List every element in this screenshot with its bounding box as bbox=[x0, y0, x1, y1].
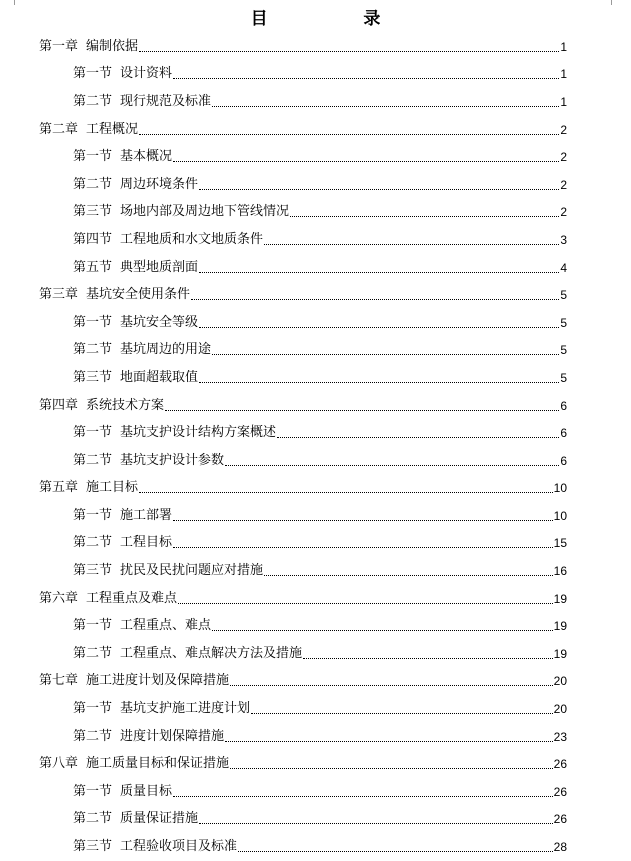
toc-chapter-entry[interactable] bbox=[0, 392, 631, 420]
toc-entry-row bbox=[73, 149, 567, 165]
toc-entry-row bbox=[73, 811, 567, 827]
toc-dot-leader bbox=[199, 272, 559, 273]
toc-entry-number: 第一节 bbox=[73, 618, 113, 634]
toc-dot-leader bbox=[290, 216, 559, 217]
toc-chapter-entry[interactable] bbox=[0, 475, 631, 503]
toc-section-entry[interactable] bbox=[0, 88, 631, 116]
toc-entry-row bbox=[73, 94, 567, 110]
toc-entry-title: 工程重点、难点解决方法及措施 bbox=[120, 645, 303, 661]
toc-entry-number: 第一节 bbox=[73, 314, 113, 330]
toc-entry-title: 典型地质剖面 bbox=[120, 259, 199, 275]
toc-entry-number: 第二节 bbox=[73, 645, 113, 661]
toc-entry-number: 第二章 bbox=[39, 121, 79, 137]
toc-entry-number: 第七章 bbox=[39, 673, 79, 689]
toc-entry-row bbox=[73, 204, 567, 220]
toc-page-number: 15 bbox=[553, 536, 567, 551]
toc-entry-title: 工程重点及难点 bbox=[86, 590, 178, 606]
toc-section-entry[interactable] bbox=[0, 447, 631, 475]
toc-page-number: 1 bbox=[560, 67, 567, 82]
toc-page-number: 19 bbox=[553, 646, 567, 661]
toc-section-entry[interactable] bbox=[0, 419, 631, 447]
toc-page-number: 1 bbox=[560, 39, 567, 54]
toc-chapter-entry[interactable] bbox=[0, 668, 631, 696]
toc-section-entry[interactable] bbox=[0, 143, 631, 171]
toc-entry-row bbox=[39, 122, 567, 138]
toc-entry-number: 第二节 bbox=[73, 535, 113, 551]
toc-dot-leader bbox=[139, 51, 559, 52]
toc-chapter-entry[interactable] bbox=[0, 585, 631, 613]
toc-entry-title: 设计资料 bbox=[120, 66, 173, 82]
toc-entry-row bbox=[73, 177, 567, 193]
toc-page-number: 20 bbox=[553, 702, 567, 717]
toc-entry-number: 第一章 bbox=[39, 38, 79, 54]
toc-entry-row bbox=[73, 315, 567, 331]
toc-entry-title: 基坑支护设计参数 bbox=[120, 452, 225, 468]
toc-page-number: 4 bbox=[560, 260, 567, 275]
toc-entry-title: 基坑安全等级 bbox=[120, 314, 199, 330]
toc-entry-row bbox=[73, 535, 567, 551]
toc-dot-leader bbox=[212, 630, 553, 631]
toc-page-number: 5 bbox=[560, 315, 567, 330]
toc-entry-title: 工程目标 bbox=[120, 535, 173, 551]
toc-entry-row bbox=[73, 232, 567, 248]
toc-entry-title: 施工目标 bbox=[86, 480, 139, 496]
toc-section-entry[interactable] bbox=[0, 364, 631, 392]
toc-page-number: 26 bbox=[553, 784, 567, 799]
toc-dot-leader bbox=[264, 575, 553, 576]
toc-entry-row bbox=[39, 591, 567, 607]
toc-entry-number: 第三节 bbox=[73, 369, 113, 385]
toc-section-entry[interactable] bbox=[0, 309, 631, 337]
toc-page-number: 28 bbox=[553, 840, 567, 855]
toc-page-number: 19 bbox=[553, 591, 567, 606]
toc-entry-row bbox=[39, 39, 567, 55]
toc-page-number: 10 bbox=[553, 481, 567, 496]
toc-entry-number: 第四章 bbox=[39, 397, 79, 413]
toc-dot-leader bbox=[303, 658, 553, 659]
toc-page-number: 1 bbox=[560, 94, 567, 109]
toc-entry-title: 扰民及民扰问题应对措施 bbox=[120, 563, 264, 579]
toc-chapter-entry[interactable] bbox=[0, 750, 631, 778]
toc-entry-number: 第三节 bbox=[73, 204, 113, 220]
toc-page-number: 5 bbox=[560, 370, 567, 385]
toc-entry-number: 第三节 bbox=[73, 563, 113, 579]
toc-entry-row bbox=[73, 646, 567, 662]
toc-entry-row bbox=[73, 784, 567, 800]
toc-page-number: 6 bbox=[560, 453, 567, 468]
toc-entry-row bbox=[73, 508, 567, 524]
toc-dot-leader bbox=[139, 134, 559, 135]
toc-section-entry[interactable] bbox=[0, 254, 631, 282]
toc-entry-number: 第一节 bbox=[73, 66, 113, 82]
toc-entry-title: 现行规范及标准 bbox=[120, 93, 212, 109]
toc-entry-row bbox=[39, 673, 567, 689]
toc-entry-title: 施工质量目标和保证措施 bbox=[86, 756, 230, 772]
toc-entry-title: 基坑安全使用条件 bbox=[86, 287, 191, 303]
toc-section-entry[interactable] bbox=[0, 199, 631, 227]
toc-section-entry[interactable] bbox=[0, 695, 631, 723]
toc-dot-leader bbox=[199, 823, 553, 824]
toc-page-number: 16 bbox=[553, 564, 567, 579]
toc-entry-number: 第三章 bbox=[39, 287, 79, 303]
toc-dot-leader bbox=[178, 603, 553, 604]
toc-entry-title: 周边环境条件 bbox=[120, 176, 199, 192]
toc-section-entry[interactable] bbox=[0, 557, 631, 585]
toc-section-entry[interactable] bbox=[0, 171, 631, 199]
toc-entry-number: 第二节 bbox=[73, 452, 113, 468]
toc-section-entry[interactable] bbox=[0, 337, 631, 365]
toc-chapter-entry[interactable] bbox=[0, 116, 631, 144]
toc-section-entry[interactable] bbox=[0, 778, 631, 806]
toc-entry-number: 第一节 bbox=[73, 425, 113, 441]
toc-page-number: 20 bbox=[553, 674, 567, 689]
toc-entry-title: 编制依据 bbox=[86, 38, 139, 54]
toc-dot-leader bbox=[238, 851, 553, 852]
toc-entry-title: 基坑支护施工进度计划 bbox=[120, 701, 251, 717]
toc-entry-row bbox=[39, 756, 567, 772]
toc-entry-row bbox=[73, 425, 567, 441]
toc-entry-number: 第五章 bbox=[39, 480, 79, 496]
toc-page-number: 2 bbox=[560, 177, 567, 192]
toc-entry-title: 工程验收项目及标准 bbox=[120, 839, 238, 855]
toc-page-number: 26 bbox=[553, 812, 567, 827]
toc-dot-leader bbox=[173, 520, 553, 521]
toc-section-entry[interactable] bbox=[0, 61, 631, 89]
toc-entry-title: 进度计划保障措施 bbox=[120, 728, 225, 744]
toc-page-number: 5 bbox=[560, 343, 567, 358]
toc-page-number: 26 bbox=[553, 757, 567, 772]
toc-page-number: 2 bbox=[560, 205, 567, 220]
toc-section-entry[interactable] bbox=[0, 226, 631, 254]
toc-entry-row bbox=[73, 701, 567, 717]
toc-page-number: 2 bbox=[560, 122, 567, 137]
toc-page-number: 5 bbox=[560, 288, 567, 303]
toc-entry-row bbox=[39, 398, 567, 414]
toc-entry-title: 工程重点、难点 bbox=[120, 618, 212, 634]
toc-entry-row bbox=[73, 563, 567, 579]
toc-entry-number: 第一节 bbox=[73, 149, 113, 165]
toc-entry-row bbox=[73, 729, 567, 745]
toc-entry-number: 第六章 bbox=[39, 590, 79, 606]
toc-entry-title: 施工部署 bbox=[120, 507, 173, 523]
toc-entry-number: 第二节 bbox=[73, 176, 113, 192]
toc-entry-title: 基坑周边的用途 bbox=[120, 342, 212, 358]
toc-dot-leader bbox=[264, 244, 559, 245]
toc-dot-leader bbox=[173, 78, 559, 79]
toc-dot-leader bbox=[199, 189, 559, 190]
toc-entry-row bbox=[73, 260, 567, 276]
toc-page-number: 6 bbox=[560, 426, 567, 441]
toc-chapter-entry[interactable] bbox=[0, 281, 631, 309]
toc-dot-leader bbox=[199, 327, 559, 328]
toc-entry-number: 第一节 bbox=[73, 701, 113, 717]
toc-entry-number: 第二节 bbox=[73, 811, 113, 827]
toc-dot-leader bbox=[173, 547, 553, 548]
crop-mark-left bbox=[14, 0, 15, 5]
toc-section-entry[interactable] bbox=[0, 530, 631, 558]
toc-dot-leader bbox=[199, 382, 559, 383]
toc-section-entry[interactable] bbox=[0, 640, 631, 668]
toc-entry-row bbox=[73, 66, 567, 82]
toc-entry-title: 工程地质和水文地质条件 bbox=[120, 231, 264, 247]
toc-page-number: 23 bbox=[553, 729, 567, 744]
toc-entry-number: 第一节 bbox=[73, 783, 113, 799]
toc-entry-number: 第二节 bbox=[73, 728, 113, 744]
toc-entry-number: 第二节 bbox=[73, 342, 113, 358]
toc-entry-number: 第二节 bbox=[73, 93, 113, 109]
toc-entry-row bbox=[73, 342, 567, 358]
toc-entry-title: 地面超载取值 bbox=[120, 369, 199, 385]
toc-title: 目 录 bbox=[250, 9, 409, 29]
toc-entry-row bbox=[73, 618, 567, 634]
table-of-contents bbox=[0, 33, 631, 861]
toc-dot-leader bbox=[230, 768, 553, 769]
toc-section-entry[interactable] bbox=[0, 612, 631, 640]
toc-chapter-entry[interactable] bbox=[0, 33, 631, 61]
toc-entry-row bbox=[73, 453, 567, 469]
toc-page-number: 19 bbox=[553, 619, 567, 634]
toc-page-number: 2 bbox=[560, 150, 567, 165]
toc-dot-leader bbox=[191, 299, 559, 300]
toc-entry-row bbox=[39, 480, 567, 496]
toc-entry-title: 工程概况 bbox=[86, 121, 139, 137]
toc-entry-number: 第八章 bbox=[39, 756, 79, 772]
toc-section-entry[interactable] bbox=[0, 502, 631, 530]
toc-entry-number: 第五节 bbox=[73, 259, 113, 275]
toc-section-entry[interactable] bbox=[0, 833, 631, 861]
crop-mark-right bbox=[611, 0, 612, 5]
toc-section-entry[interactable] bbox=[0, 806, 631, 834]
toc-dot-leader bbox=[225, 465, 559, 466]
toc-entry-number: 第四节 bbox=[73, 231, 113, 247]
toc-entry-title: 质量保证措施 bbox=[120, 811, 199, 827]
toc-dot-leader bbox=[251, 713, 553, 714]
toc-entry-title: 基坑支护设计结构方案概述 bbox=[120, 425, 277, 441]
toc-entry-row bbox=[73, 370, 567, 386]
toc-dot-leader bbox=[225, 741, 553, 742]
toc-entry-title: 施工进度计划及保障措施 bbox=[86, 673, 230, 689]
toc-dot-leader bbox=[173, 161, 559, 162]
toc-entry-title: 系统技术方案 bbox=[86, 397, 165, 413]
toc-entry-title: 场地内部及周边地下管线情况 bbox=[120, 204, 290, 220]
toc-page-number: 10 bbox=[553, 508, 567, 523]
toc-entry-title: 基本概况 bbox=[120, 149, 173, 165]
toc-dot-leader bbox=[277, 437, 559, 438]
toc-section-entry[interactable] bbox=[0, 723, 631, 751]
toc-dot-leader bbox=[212, 354, 559, 355]
toc-entry-title: 质量目标 bbox=[120, 783, 173, 799]
toc-entry-number: 第三节 bbox=[73, 839, 113, 855]
toc-entry-number: 第一节 bbox=[73, 507, 113, 523]
toc-dot-leader bbox=[230, 685, 553, 686]
toc-dot-leader bbox=[212, 106, 559, 107]
toc-dot-leader bbox=[173, 796, 553, 797]
toc-page-number: 3 bbox=[560, 232, 567, 247]
toc-dot-leader bbox=[165, 410, 559, 411]
toc-page-number: 6 bbox=[560, 398, 567, 413]
toc-dot-leader bbox=[139, 492, 553, 493]
toc-entry-row bbox=[39, 287, 567, 303]
